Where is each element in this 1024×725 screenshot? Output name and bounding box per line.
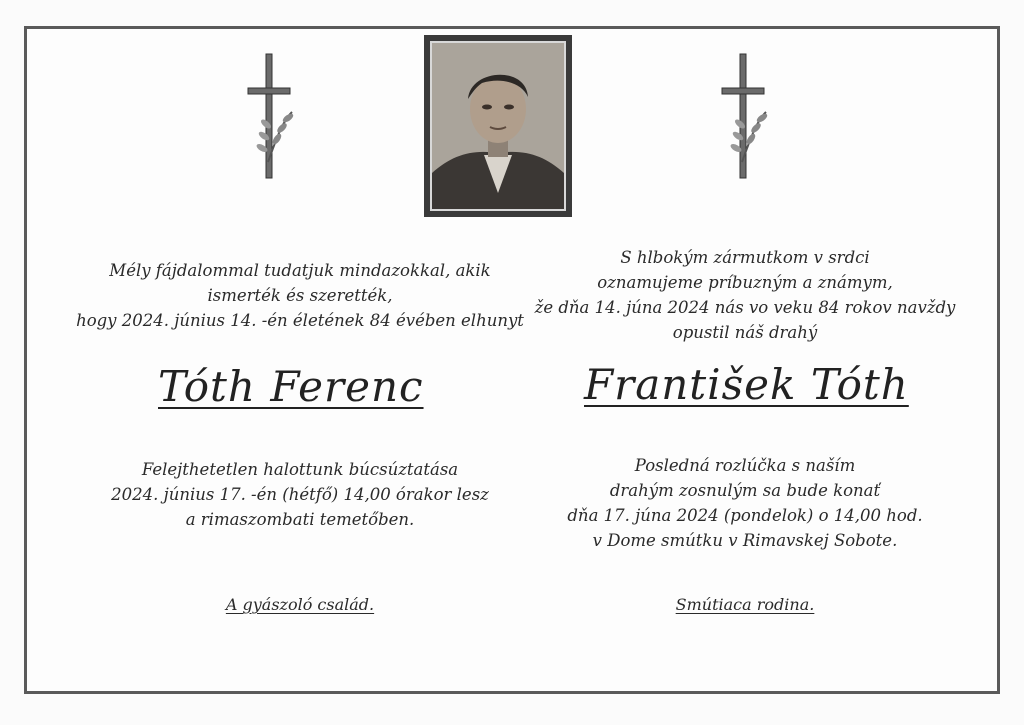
left-intro-line-2: ismerték és szerették, [207,286,393,305]
right-intro [510,245,980,345]
left-funeral-line-3: a rimaszombati temetőben. [185,510,415,529]
left-funeral-line-1: Felejthetetlen halottunk búcsúztatása [141,460,459,479]
left-funeral-line-2: 2024. június 17. -én (hétfő) 14,00 órakor lesz [111,485,489,504]
left-deceased-name: Tóth Ferenc [158,362,424,411]
left-intro [70,258,530,333]
cross-left-icon [242,52,300,182]
right-intro-line-2: oznamujeme príbuzným a známym, [597,273,893,292]
right-intro-line-3: že dňa 14. júna 2024 nás vo veku 84 rokov navždy [534,298,956,317]
cross-right-icon [716,52,774,182]
left-intro-line-1: Mély fájdalommal tudatjuk mindazokkal, akik [109,261,491,280]
right-funeral-info [510,453,980,553]
right-funeral-line-1: Posledná rozlúčka s naším [634,456,856,475]
right-intro-line-1: S hlbokým zármutkom v srdci [620,248,870,267]
portrait-figure [432,43,564,209]
left-signature: A gyászoló család. [225,595,375,614]
right-funeral-line-2: drahým zosnulým sa bude konať [609,481,881,500]
right-deceased-name: František Tóth [584,360,909,409]
right-intro-line-4: opustil náš drahý [672,323,818,342]
portrait-frame [424,35,572,217]
left-funeral-info [70,457,530,532]
portrait-photo [430,41,566,211]
left-intro-line-3: hogy 2024. június 14. -én életének 84 évében elhunyt [76,311,524,330]
right-signature: Smútiaca rodina. [675,595,815,614]
right-funeral-line-3: dňa 17. júna 2024 (pondelok) o 14,00 hod. [567,506,923,525]
right-funeral-line-4: v Dome smútku v Rimavskej Sobote. [592,531,898,550]
